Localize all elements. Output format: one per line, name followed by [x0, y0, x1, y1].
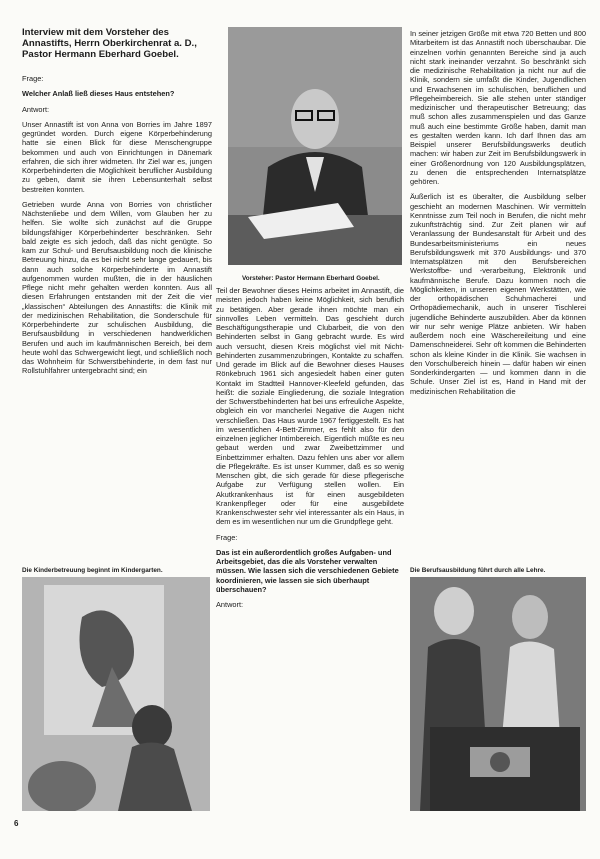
kindergarten-photo [22, 577, 210, 811]
answer-1-paragraph-1: Unser Annastift ist von Anna von Borries im Jahre 1897 gegründet worden. Durch eigene Körperbehinderung hatte sie einen Blick für diese Menschengruppe bekommen und auch von Einrichtungen in Dänemark erfahren, die sich ihrer widmeten. Ihr Ziel war es, jungen Körperbehinderten die Möglichkeit beruflicher Ausbildung zu geben, damit sie ihren Lebensunterhalt selbst bestreiten konnten. [22, 119, 212, 194]
column-left [22, 27, 212, 382]
answer-2-label: Antwort: [216, 600, 244, 609]
answer-2-paragraph-2: Äußerlich ist es überalter, die Ausbildung selber geschieht an modernen Maschinen. Wir vermitteln Kenntnisse zum Teil noch in Berufen, die nicht mehr zukunftsträchtig sind. Zur Zeit planen wir auf Veranlassung der Bundesanstalt für Arbeit und des Bundesarbeitsministeriums ein neues Berufsbildungswerk mit 370 Ausbildungs- und 370 Internatsplätzen mit den Berufsbereichen Werkstoffbe- und -verarbeitung, Elektronik und kaufmännische Berufe. Dazu kommen noch die Möglichkeiten, in unseren eigenen Werkstätten, wie der orthopädischen Schuhmacherei und Orthopädiemechanik, auch in unserer Tischlerei jugendliche Behinderte auszubilden. Aber da können wir nur sehr wenige Plätze anbieten. Wir haben außerdem noch eine Wäschereileitung und eine Damenschneiderei. Sehr oft kommen die Behinderten schon als kleine Kinder in die Klinik. Sie wachsen in den Vorschulbereich hinein — dafür haben wir einen Sonderkindergarten — und kommen dann in die Schule. Unser Ziel ist es, Hand in Hand mit der medizinischen Rehabilitation die [410, 192, 586, 396]
portrait-caption: Vorsteher: Pastor Hermann Eberhard Goebel. [242, 275, 380, 282]
vocational-photo [410, 577, 586, 811]
vocational-illustration [410, 577, 586, 811]
answer-2-paragraph-1: In seiner jetzigen Größe mit etwa 720 Betten und 800 Mitarbeitern ist das Annastift noch überschaubar. Die einzelnen vorhin genannten Bereiche sind ja auch nicht stark ineinander verzahnt. So beschränkt sich die medizinische Rehabilitation ja nicht nur auf die Klinik, sondern sie umfaßt die Kinder, Jugendlichen und Erwachsenen im schulischen, beruflichen und Pflegeheimbereich. Sie alle stehen unter ständiger medizinischer und therapeutischer Betreuung; das muß schon alles zusammenspielen und das Ganze muß auch eine bestimmte Größe haben, damit man es gestalten werden kann. Ich darf Ihnen das am Beispiel unserer Berufsbildungswerks deutlich machen: wir haben zur Zeit im Berufsbildungswerk in einer Größenordnung von 120 Ausbildungsplätzen, zu denen die entsprechenden Internatsplätze gehören. [410, 29, 586, 186]
portrait-photo [228, 27, 402, 265]
kindergarten-illustration [22, 577, 210, 811]
article-title: Interview mit dem Vorsteher des Annastifts, Herrn Oberkirchenrat a. D., Pastor Hermann Eberhard Goebel. [22, 27, 197, 60]
answer-1-paragraph-3: Teil der Bewohner dieses Heims arbeitet im Annastift, die meisten jedoch haben keine Möglichkeit, sich beruflich zu betätigen. Aber gerade ihnen möchte man ein sinnvolles Leben vermitteln. Das geschieht durch Beschäftigungstherapie und Clubarbeit, die von den Behinderten selbst in Gang gebracht wurde. Es wird auch versucht, diesen Kreis möglichst viel mit Nicht-Behinderten zusammenzubringen, Kontakte zu schaffen. Und gerade im Blick auf die Bewohner dieses Hauses Rönkebruch 1961 sich angesiedelt haben einer guten Kontakt im Stadtteil Hannover-Kleefeld gefunden, das heißt: die soziale Eingliederung, die soziale Integration der Schwerstbehinderten hat bei uns erfreuliche Aspekte, obgleich ein vor mancherlei Negative die Augen nicht verschließen. Das Haus wurde 1967 fertiggestellt. Es hat im wesentlichen 4-Bett-Zimmer, es fehlt also für den einzelnen jeglicher Intimbereich. Eigentlich müßte es neu gebaut werden und zwar Zweibettzimmer und Einbettzimmer erhalten. Dazu fehlen uns aber vor allem die Pflegekräfte. Es ist unser Kummer, daß es so wenig Menschen gibt, die sich gerade für diese pflegerische Aufgabe zur Verfügung stellen wollen. Ein Akutkrankenhaus ist für einen ausgebildeten Krankenpfleger oder für eine ausgebildete Krankenschwester sehr viel interessanter als ein Haus, in dem es im wesentlichen nur um die Grundpflege geht. [216, 286, 404, 527]
question-2: Das ist ein außerordentlich großes Aufgaben- und Arbeitsgebiet, das die als Vorsteher verwalten müssen. Wie lassen sich die verschiedenen Gebiete koordinieren, wie lassen sie sich überhaupt überschauen? [216, 547, 399, 594]
column-middle [216, 286, 404, 615]
vocational-caption: Die Berufsausbildung führt durch alle Lehre. [410, 567, 546, 574]
answer-1-label: Antwort: [22, 104, 50, 114]
question-1: Welcher Anlaß ließ dieses Haus entstehen? [22, 89, 175, 99]
answer-1-paragraph-2: Getrieben wurde Anna von Borries von christlicher Nächstenliebe und dem Willen, vom Glauben her zu helfen. Sie wollte sich zunächst auf die Gruppe bildungsfähiger Körperbehinderter beschränken. Sehr bald zeigte es sich jedoch, daß das nicht genügte. So kam zur Schul- und Berufsausbildung noch die klinische Betreuung hinzu, da es bei nicht sehr lange gedauert, bis dann auch solche Körperbehinderte im Annastift aufgenommen wurden mußten, die in der häuslichen Pflege nicht mehr gehalten werden konnten. Aus all diesen Erfahrungen entstanden mit der Zeit die vier „klassischen“ Abteilungen des Annastifts: die Klinik mit der medizinischen Rehabilitation, die Sonderschule für Körperbehinderte zur schulischen Ausbildung, die Berufsausbildung in verschiedenen handwerklichen Berufen und auch im kaufmännischen Bereich, bei dem heute wohl das Schwergewicht liegt, und schließlich noch das Wohnheim für Schwerstbehinderte, in dem fast nur Rollstuhlfahrer untergebracht sind; ein [22, 199, 212, 376]
portrait-illustration [228, 27, 402, 265]
kindergarten-caption: Die Kinderbetreuung beginnt im Kindergarten. [22, 567, 163, 574]
question-2-label: Frage: [216, 532, 238, 542]
page-number: 6 [14, 819, 19, 828]
column-right [410, 29, 586, 402]
question-1-label: Frage: [22, 74, 44, 83]
